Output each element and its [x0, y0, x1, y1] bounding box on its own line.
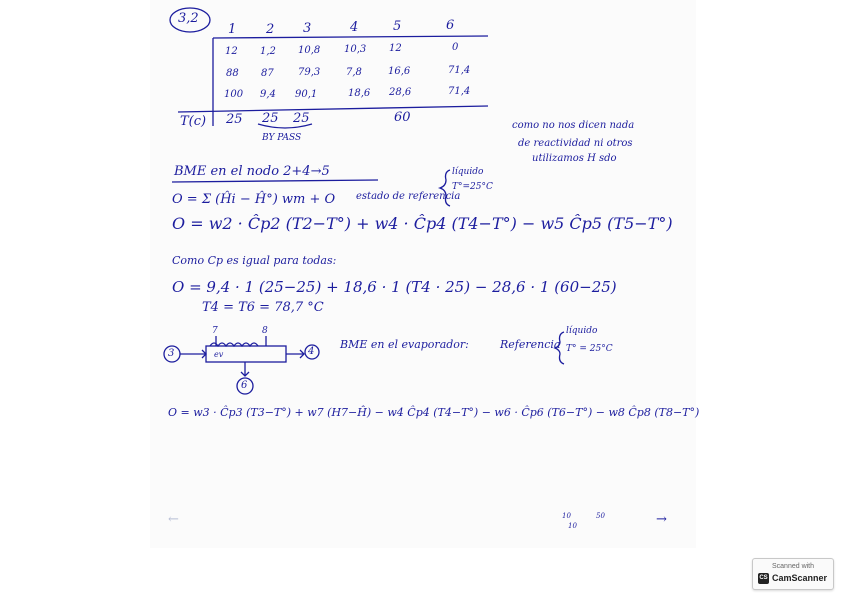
table-cell: 90,1: [295, 89, 318, 100]
reference-label: Referencia: [500, 338, 561, 351]
temp-value: 60: [394, 110, 411, 125]
bme-mixer-eq2: O = w2 · Ĉp2 (T2−T°) + w4 · Ĉp4 (T4−T°) − w5 Ĉp5 (T5−T°): [172, 214, 673, 233]
table-cell: 79,3: [298, 67, 321, 78]
table-header-5: 5: [393, 19, 402, 34]
table-cell: 0: [452, 42, 459, 53]
table-cell: 10,8: [298, 45, 321, 56]
table-cell: 12: [225, 46, 238, 57]
bypass-note: BY PASS: [262, 133, 302, 143]
table-cell: 7,8: [346, 67, 362, 78]
stream-label: 8: [262, 326, 268, 336]
reference-state-value: T° = 25°C: [566, 344, 613, 354]
bme-mixer-eq1: O = Σ (Ĥi − Ĥ°) wm + O: [172, 192, 336, 207]
side-note-line: de reactividad ni otros: [518, 138, 633, 149]
camscanner-logo-icon: CS: [758, 573, 769, 584]
table-header-6: 6: [446, 18, 455, 33]
table-cell: 9,4: [260, 89, 276, 100]
footer-mark: 10: [562, 512, 571, 520]
temp-value: 25: [226, 112, 243, 127]
reference-state-value: líquido: [452, 167, 484, 177]
table-cell: 10,3: [344, 44, 367, 55]
bme-mixer-result: T4 = T6 = 78,7 °C: [202, 300, 324, 315]
temp-value: 25: [262, 111, 279, 126]
camscanner-watermark: [752, 558, 834, 590]
footer-mark: 10: [568, 522, 577, 530]
footer-mark: 50: [596, 512, 605, 520]
table-header-2: 2: [266, 22, 275, 37]
stream-label: 6: [241, 380, 248, 391]
table-cell: 88: [226, 68, 239, 79]
side-note-line: utilizamos H sdo: [532, 153, 617, 164]
table-cell: 71,4: [448, 65, 471, 76]
reference-state-label: estado de referencia: [356, 191, 461, 202]
watermark-caption: Scanned with: [771, 563, 815, 570]
bme-mixer-heading: BME en el nodo 2+4→5: [174, 164, 330, 179]
stream-label: 4: [308, 346, 315, 357]
table-header-1: 1: [228, 22, 237, 37]
bme-evaporator-heading: BME en el evaporador:: [340, 338, 469, 351]
right-arrow-mark: →: [656, 512, 667, 527]
evaporator-label: ev: [214, 350, 224, 359]
bme-evaporator-eq: O = w3 · Ĉp3 (T3−T°) + w7 (H7−Ĥ) − w4 Ĉp4 (T4−T°) − w6 · Ĉp6 (T6−T°) − w8 Ĉp8 (T8−T°): [168, 406, 700, 419]
table-cell: 1,2: [260, 46, 276, 57]
left-arrow-mark: ←: [168, 512, 179, 527]
table-cell: 18,6: [348, 88, 371, 99]
temp-value: 25: [293, 111, 310, 126]
side-note-line: como no nos dicen nada: [512, 120, 635, 131]
temp-label: T(c): [180, 114, 207, 129]
table-cell: 16,6: [388, 66, 411, 77]
reference-state-value: líquido: [566, 326, 598, 336]
table-cell: 87: [261, 68, 274, 79]
table-cell: 71,4: [448, 86, 471, 97]
reference-state-value: T°=25°C: [452, 182, 493, 192]
table-header-3: 3: [303, 21, 312, 36]
bme-mixer-eq3: O = 9,4 · 1 (25−25) + 18,6 · 1 (T4 · 25) − 28,6 · 1 (60−25): [172, 278, 617, 296]
watermark-brand: CamScanner: [772, 573, 828, 583]
table-cell: 12: [389, 43, 402, 54]
problem-id: 3,2: [178, 11, 199, 26]
stream-label: 7: [212, 326, 218, 336]
cp-note: Como Cp es igual para todas:: [172, 254, 337, 267]
table-header-4: 4: [350, 20, 359, 35]
table-cell: 100: [224, 89, 244, 100]
stream-label: 3: [168, 348, 175, 359]
table-cell: 28,6: [389, 87, 412, 98]
